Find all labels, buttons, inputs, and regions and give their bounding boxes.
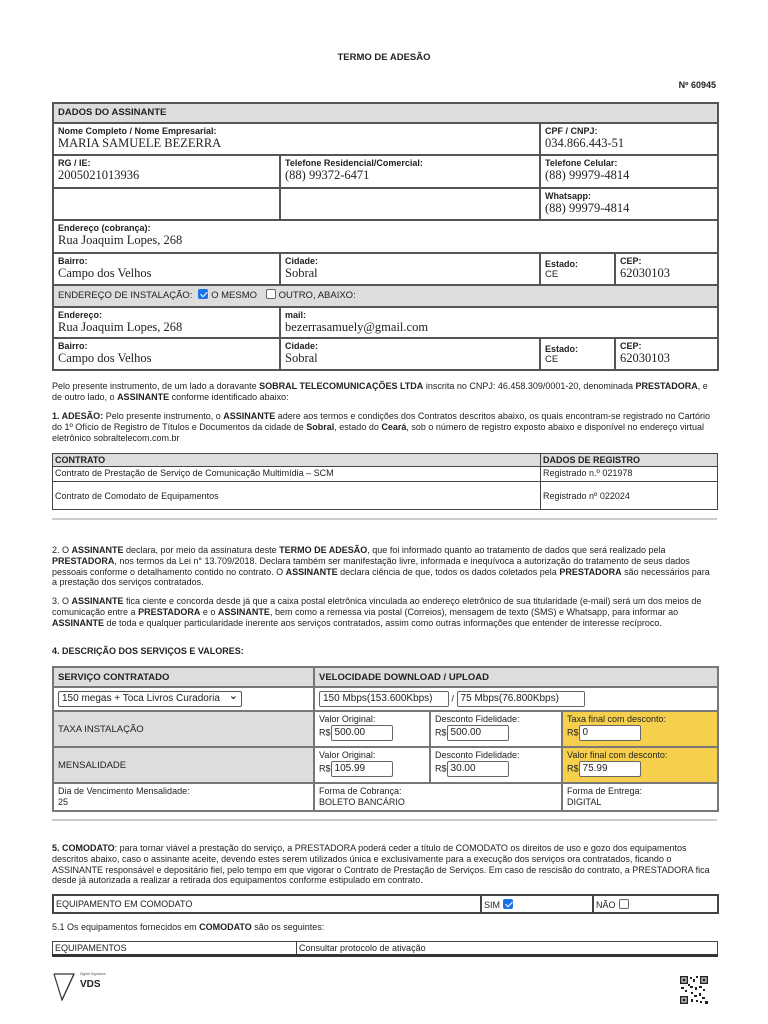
- original-value-label: Valor Original:: [319, 750, 376, 760]
- state-cell: [540, 253, 615, 285]
- name-label: Nome Completo / Nome Empresarial:: [58, 126, 217, 136]
- same-address-checkbox[interactable]: [198, 289, 208, 299]
- other-address-label: OUTRO, ABAIXO:: [278, 290, 356, 301]
- state-label: Estado:: [545, 259, 579, 269]
- vds-logo: [52, 970, 112, 1004]
- due-day-value: 25: [58, 797, 69, 807]
- mobile-phone-label: Telefone Celular:: [545, 158, 618, 168]
- billing-address-cell: [53, 220, 718, 253]
- document-number: Nº 60945: [678, 80, 716, 90]
- mobile-phone-value: (88) 99979-4814: [545, 168, 630, 182]
- yes-label: SIM: [484, 899, 501, 910]
- adhesion-paragraph: 1. ADESÃO: Pelo presente instrumento, o ASSINANTE adere aos termos e condições dos Contratos descritos abaixo, os quais encontram-se registrado no Cartório do 1º Ofício de Registro de Títulos e Documentos da cidade de Sobral, estado do Ceará, sob o número de registro exposto abaixo e disponível no endereço virtual eletrônico sobraltelecom.com.br: [52, 411, 711, 443]
- state2-value: CE: [545, 354, 559, 365]
- city2-value: Sobral: [285, 351, 318, 365]
- cep-value: 62030103: [620, 266, 670, 280]
- comodato-label: EQUIPAMENTO EM COMODATO: [53, 895, 481, 913]
- cep2-cell: [615, 338, 718, 370]
- vds-logo-text: VDS: [80, 979, 101, 990]
- yes-checkbox[interactable]: [503, 899, 513, 909]
- currency-label: R$: [435, 763, 447, 774]
- qr-code-icon: [679, 975, 709, 1005]
- whatsapp-cell: [540, 188, 718, 220]
- divider: [52, 518, 717, 520]
- email-value: bezerrasamuely@gmail.com: [285, 320, 429, 334]
- whatsapp-value: (88) 99979-4814: [545, 201, 630, 215]
- cep-label: CEP:: [620, 256, 642, 266]
- other-address-checkbox[interactable]: [266, 289, 276, 299]
- divider: [52, 819, 717, 821]
- speed-cell: [314, 687, 718, 711]
- billing-address-label: Endereço (cobrança):: [58, 223, 151, 233]
- final-value-label: Valor final com desconto:: [567, 750, 668, 760]
- install-final-cell: [562, 711, 718, 747]
- communication-paragraph: 3. O ASSINANTE fica ciente e concorda desde já que a caixa postal eletrônica vinculada ao endereço eletrônico de sua titularidade (e-mail) será um dos meios de comunicação entre a PRESTADORA e o ASSINANTE, bem como a remessa via postal (Correios), mensagem de texto (SMS) e Whatsapp, para informar ao ASSINANTE de toda e qualquer particularidade inerente aos serviços contratados, assim como outras informações que entender de interesse recíproco.: [52, 596, 702, 628]
- download-speed-input[interactable]: 150 Mbps(153.600Kbps): [319, 691, 449, 707]
- cpf-cell: [540, 123, 718, 155]
- install-original-cell: [314, 711, 430, 747]
- neighborhood2-cell: [53, 338, 280, 370]
- intro-paragraph: Pelo presente instrumento, de um lado a doravante SOBRAL TELECOMUNICAÇÕES LTDA inscrita no CNPJ: 46.458.309/0001-20, denominada PRESTADORA, e de outro lado, o ASSINANTE conforme identificado abaixo:: [52, 381, 708, 402]
- cep2-value: 62030103: [620, 351, 670, 365]
- city-label: Cidade:: [285, 256, 319, 266]
- neighborhood-label: Bairro:: [58, 256, 88, 266]
- monthly-discount-cell: [430, 747, 562, 783]
- due-day-cell: [53, 783, 314, 811]
- speed-col-header: VELOCIDADE DOWNLOAD / UPLOAD: [314, 667, 718, 687]
- cpf-label: CPF / CNPJ:: [545, 126, 598, 136]
- billing-form-value: BOLETO BANCÁRIO: [319, 797, 405, 807]
- vds-logo-sub: Digital Signature: [80, 972, 106, 976]
- installation-label: ENDEREÇO DE INSTALAÇÃO:: [58, 290, 193, 301]
- home-phone-label: Telefone Residencial/Comercial:: [285, 158, 423, 168]
- neighborhood-cell: [53, 253, 280, 285]
- subscriber-section-title: DADOS DO ASSINANTE: [53, 103, 718, 123]
- comodato-yes-cell: [481, 895, 593, 913]
- no-label: NÃO: [596, 899, 616, 910]
- empty-cell: [53, 188, 280, 220]
- qr-code: [679, 975, 709, 1005]
- currency-label: R$: [319, 727, 331, 738]
- plan-cell: [53, 687, 314, 711]
- install-address-value: Rua Joaquim Lopes, 268: [58, 320, 183, 334]
- install-discount-cell: [430, 711, 562, 747]
- city-cell: [280, 253, 540, 285]
- currency-label: R$: [567, 727, 579, 738]
- same-address-label: O MESMO: [211, 290, 257, 301]
- due-day-label: Dia de Vencimento Mensalidade:: [58, 786, 190, 796]
- email-label: mail:: [285, 310, 307, 320]
- table-row: Contrato de Prestação de Serviço de Comunicação Multimídia – SCM: [53, 467, 541, 482]
- monthly-final-cell: [562, 747, 718, 783]
- subscriber-table: [52, 102, 719, 371]
- home-phone-value: (88) 99372-6471: [285, 168, 370, 182]
- equipment-table: [52, 941, 718, 957]
- email-cell: [280, 307, 718, 338]
- empty-cell: [280, 188, 540, 220]
- delivery-form-value: DIGITAL: [567, 797, 602, 807]
- equipment-label: EQUIPAMENTOS: [53, 942, 297, 956]
- rg-cell: [53, 155, 280, 188]
- currency-label: R$: [319, 763, 331, 774]
- monthly-fee-label: MENSALIDADE: [53, 747, 314, 783]
- table-row: Registrado nº 022024: [541, 482, 718, 510]
- cep-cell: [615, 253, 718, 285]
- neighborhood2-label: Bairro:: [58, 341, 88, 351]
- equipment-value: Consultar protocolo de ativação: [297, 942, 718, 956]
- whatsapp-label: Whatsapp:: [545, 191, 591, 201]
- contract-col-header: CONTRATO: [53, 454, 541, 467]
- service-col-header: SERVIÇO CONTRATADO: [53, 667, 314, 687]
- monthly-discount-input[interactable]: 30.00: [447, 761, 509, 777]
- original-value-label: Valor Original:: [319, 714, 376, 724]
- install-fee-label: TAXA INSTALAÇÃO: [53, 711, 314, 747]
- installation-address-row: [53, 285, 718, 307]
- currency-label: R$: [435, 727, 447, 738]
- billing-form-cell: [314, 783, 562, 811]
- monthly-original-cell: [314, 747, 430, 783]
- services-heading: 4. DESCRIÇÃO DOS SERVIÇOS E VALORES:: [52, 646, 244, 656]
- delivery-form-label: Forma de Entrega:: [567, 786, 643, 796]
- install-address-cell: [53, 307, 280, 338]
- cep2-label: CEP:: [620, 341, 642, 351]
- install-final-input[interactable]: 0: [579, 725, 641, 741]
- monthly-original-input[interactable]: 105.99: [331, 761, 393, 777]
- delivery-form-cell: [562, 783, 718, 811]
- name-value: MARIA SAMUELE BEZERRA: [58, 136, 222, 150]
- discount-label: Desconto Fidelidade:: [435, 750, 520, 760]
- install-original-input[interactable]: 500.00: [331, 725, 393, 741]
- city-value: Sobral: [285, 266, 318, 280]
- document-title: TERMO DE ADESÃO: [337, 52, 431, 63]
- plan-select[interactable]: 150 megas + Toca Livros Curadoria ⌄: [58, 691, 242, 707]
- name-cell: [53, 123, 540, 155]
- comodato-paragraph: 5. COMODATO: para tornar viável a prestação do serviço, a PRESTADORA poderá ceder a título de COMODATO os direitos de uso e gozo dos equipamentos descritos abaixo, caso o assinante aceite, devendo estes serem utilizados única e exclusivamente para a execução dos serviços ora contratados, ficando o ASSINANTE responsável e depositário fiel, pelo tempo em que vigorar o Contrato de Prestação de Serviços. Em caso de rescisão do contrato, a PRESTADORA fica desde já autorizada a realizar a retirada dos equipamentos conforme estipulado em contrato.: [52, 843, 710, 886]
- discount-label: Desconto Fidelidade:: [435, 714, 520, 724]
- billing-address-value: Rua Joaquim Lopes, 268: [58, 233, 183, 247]
- speed-separator: /: [451, 693, 455, 704]
- neighborhood2-value: Campo dos Velhos: [58, 351, 152, 365]
- billing-form-label: Forma de Cobrança:: [319, 786, 402, 796]
- home-phone-cell: [280, 155, 540, 188]
- currency-label: R$: [567, 763, 579, 774]
- comodato-no-cell: [593, 895, 718, 913]
- comodato-table: [52, 894, 719, 914]
- neighborhood-value: Campo dos Velhos: [58, 266, 152, 280]
- registry-col-header: DADOS DE REGISTRO: [541, 454, 718, 467]
- city2-label: Cidade:: [285, 341, 319, 351]
- data-treatment-paragraph: 2. O ASSINANTE declara, por meio da assinatura deste TERMO DE ADESÃO, que foi informado quanto ao tratamento de dados que será realizado pela PRESTADORA, nos termos da Lei n° 13.709/2018. Declara também ser manifestação livre, informada e inequívoca a autorização do tratamento de seus dados pessoais conforme o detalhamento contido no contrato. O ASSINANTE declara ciência de que, todos os dados coletados pela PRESTADORA são necessários para a prestação dos serviços contratados.: [52, 545, 710, 588]
- cpf-value: 034.866.443-51: [545, 136, 625, 150]
- equipment-intro: 5.1 Os equipamentos fornecidos em COMODATO são os seguintes:: [52, 922, 325, 932]
- install-address-label: Endereço:: [58, 310, 103, 320]
- rg-label: RG / IE:: [58, 158, 91, 168]
- final-fee-label: Taxa final com desconto:: [567, 714, 667, 724]
- state2-label: Estado:: [545, 344, 579, 354]
- services-table: [52, 666, 719, 812]
- contracts-table: [52, 453, 718, 510]
- state2-cell: [540, 338, 615, 370]
- install-discount-input[interactable]: 500.00: [447, 725, 509, 741]
- mobile-phone-cell: [540, 155, 718, 188]
- rg-value: 2005021013936: [58, 168, 140, 182]
- table-row: Registrado n.º 021978: [541, 467, 718, 482]
- city2-cell: [280, 338, 540, 370]
- table-row: Contrato de Comodato de Equipamentos: [53, 482, 541, 510]
- monthly-final-input[interactable]: 75.99: [579, 761, 641, 777]
- no-checkbox[interactable]: [619, 899, 629, 909]
- state-value: CE: [545, 269, 559, 280]
- upload-speed-input[interactable]: 75 Mbps(76.800Kbps): [457, 691, 585, 707]
